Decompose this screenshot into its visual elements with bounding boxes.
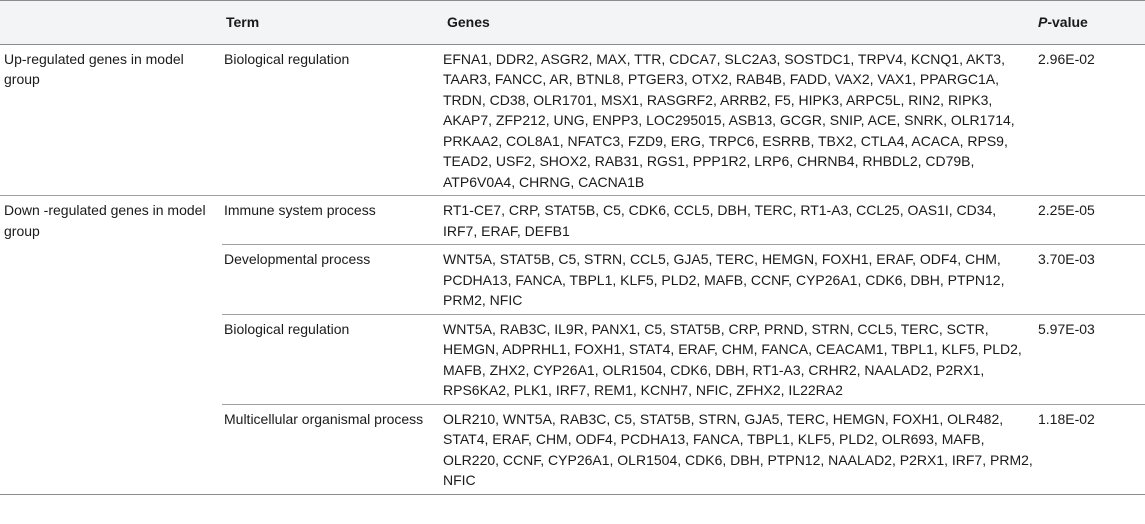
row-group: [0, 314, 222, 404]
row-pvalue: 3.70E-03: [1038, 245, 1145, 315]
row-pvalue: 1.18E-02: [1038, 404, 1145, 494]
row-genes: RT1-CE7, CRP, STAT5B, C5, CDK6, CCL5, DBH, TERC, RT1-A3, CCL25, OAS1I, CD34, IRF7, ERAF, DEFB1: [443, 196, 1038, 245]
row-term: Biological regulation: [222, 314, 443, 404]
header-pvalue-italic: P: [1038, 14, 1048, 30]
row-group: [0, 245, 222, 315]
row-group: Down -regulated genes in model group: [0, 196, 222, 245]
row-pvalue: 5.97E-03: [1038, 314, 1145, 404]
row-term: Developmental process: [222, 245, 443, 315]
table-body: [0, 44, 1145, 494]
row-genes: WNT5A, STAT5B, C5, STRN, CCL5, GJA5, TERC, HEMGN, FOXH1, ERAF, ODF4, CHM, PCDHA13, FANCA, TBPL1, KLF5, PLD2, MAFB, CCNF, CYP26A1, CDK6, DBH, PTPN12, PRM2, NFIC: [443, 245, 1038, 315]
table-row: [0, 245, 1145, 315]
row-genes: EFNA1, DDR2, ASGR2, MAX, TTR, CDCA7, SLC2A3, SOSTDC1, TRPV4, KCNQ1, AKT3, TAAR3, FANCC, AR, BTNL8, PTGER3, OTX2, RAB4B, FADD, VAX2, VAX1, PPARGC1A, TRDN, CD38, OLR1701, MSX1, RASGRF2, ARRB2, F5, HIPK3, ARPC5L, RIN2, RIPK3, AKAP7, ZFP212, UNG, ENPP3, LOC295015, ASB13, GCGR, SNIP, ACE, SNRK, OLR1714, PRKAA2, COL8A1, NFATC3, FZD9, ERG, TRPC6, ESRRB, TBX2, CTLA4, ACACA, RPS9, TEAD2, USF2, SHOX2, RAB31, RGS1, PPP1R2, LRP6, CHRNB4, RHBDL2, CD79B, ATP6V0A4, CHRNG, CACNA1B: [443, 50, 1015, 190]
row-group: Up-regulated genes in model group: [4, 50, 184, 87]
row-pvalue: 2.25E-05: [1038, 196, 1145, 245]
header-pvalue-rest: -value: [1047, 14, 1088, 30]
row-pvalue: 2.96E-02: [1038, 50, 1095, 67]
table-row: [0, 44, 1145, 196]
row-group: [0, 404, 222, 494]
header-group: [0, 1, 222, 45]
row-term: Multicellular organismal process: [222, 404, 443, 494]
row-genes: WNT5A, RAB3C, IL9R, PANX1, C5, STAT5B, CRP, PRND, STRN, CCL5, TERC, SCTR, HEMGN, ADPRHL1, FOXH1, STAT4, ERAF, CHM, FANCA, CEACAM1, TBPL1, KLF5, PLD2, MAFB, ZHX2, CYP26A1, OLR1504, CDK6, DBH, RT1-A3, CRHR2, NAALAD2, P2RX1, RPS6KA2, PLK1, IRF7, REM1, KCNH7, NFIC, ZFHX2, IL22RA2: [443, 314, 1038, 404]
table-row: [0, 404, 1145, 494]
row-term: Biological regulation: [224, 50, 350, 67]
row-genes: OLR210, WNT5A, RAB3C, C5, STAT5B, STRN, GJA5, TERC, HEMGN, FOXH1, OLR482, STAT4, ERAF, CHM, ODF4, PCDHA13, FANCA, TBPL1, KLF5, PLD2, OLR693, MAFB, OLR220, CCNF, CYP26A1, OLR1504, CDK6, DBH, PTPN12, NAALAD2, P2RX1, IRF7, PRM2, NFIC: [443, 404, 1038, 494]
header-term: Term: [222, 1, 443, 45]
table-header: [0, 1, 1145, 45]
table-row: [0, 196, 1145, 245]
header-pvalue: [1038, 1, 1145, 45]
header-row: [0, 1, 1145, 45]
row-term: Immune system process: [222, 196, 443, 245]
table-row: [0, 314, 1145, 404]
header-genes: Genes: [443, 1, 1038, 45]
